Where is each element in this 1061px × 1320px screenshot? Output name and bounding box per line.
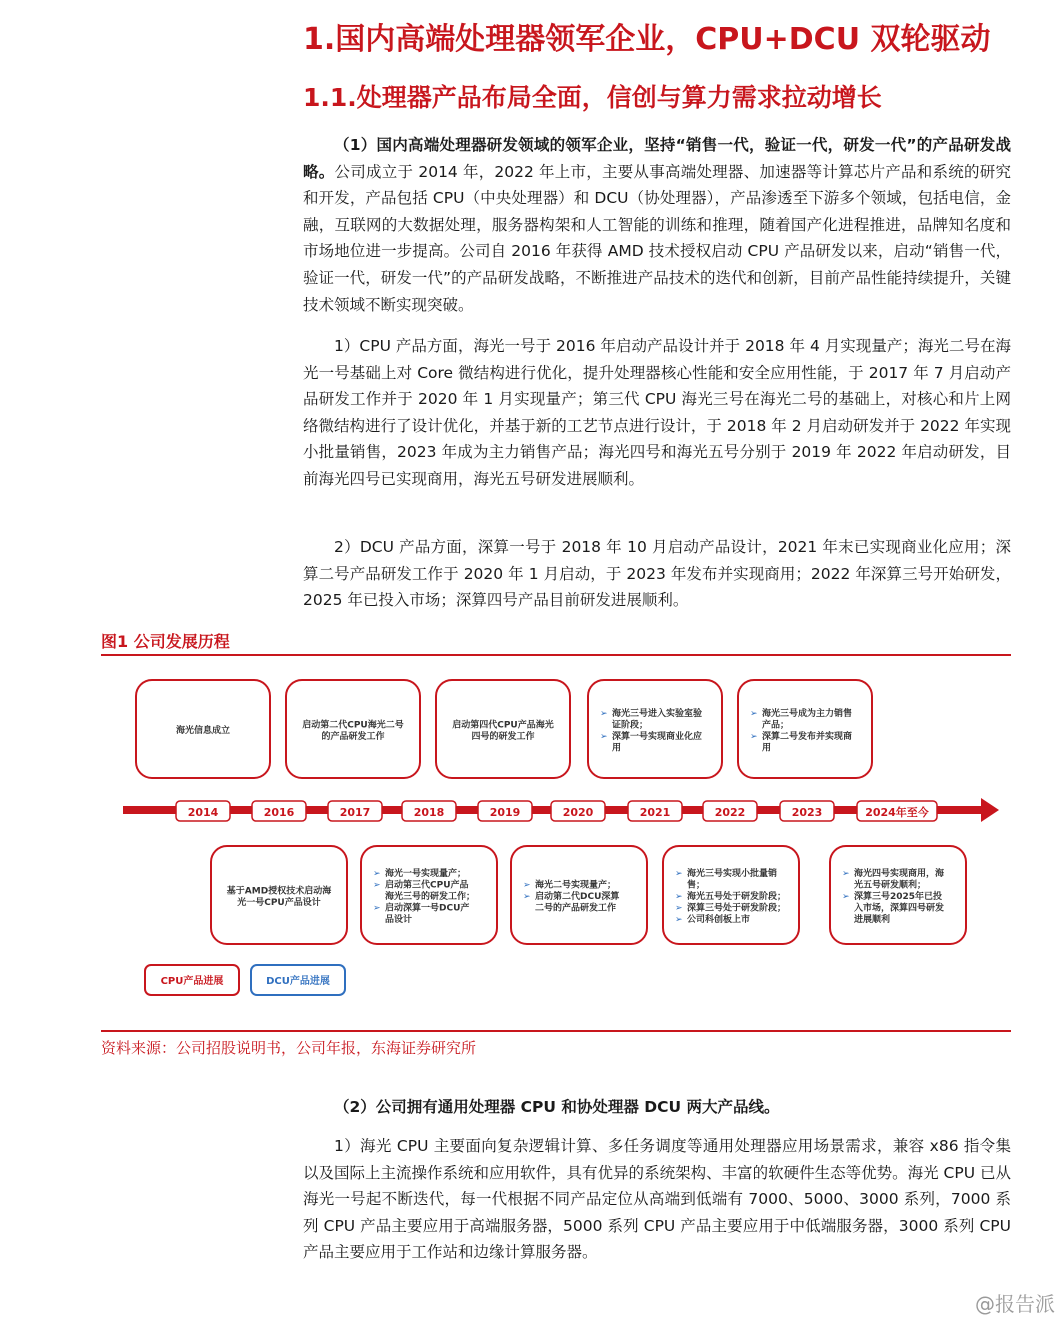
milestone-text: 海光三号的研发工作； (385, 892, 476, 902)
milestone-box-top (738, 680, 872, 778)
bullet-marker: ➢ (523, 880, 531, 891)
bullet-marker: ➢ (842, 869, 850, 879)
milestone-text: 光一号CPU产品设计 (237, 897, 321, 908)
year-label: 2019 (489, 806, 521, 819)
bullet-marker: ➢ (523, 892, 531, 902)
paragraph-1-lead: （1）国内高端处理器研发领域的领军企业，坚持“销售一代，验证一代，研发一代”的产品研发战略。 (303, 136, 1011, 181)
bullet-marker: ➢ (675, 903, 683, 914)
year-label: 2022 (714, 806, 746, 819)
year-label: 2021 (639, 806, 671, 819)
paragraph-4: （2）公司拥有通用处理器 CPU 和协处理器 DCU 两大产品线。 (334, 1098, 780, 1116)
milestone-text: 光五号研发顺利； (854, 880, 927, 891)
milestone-text: 启动深算一号DCU产 (385, 903, 470, 914)
milestone-text: 进展顺利 (854, 915, 891, 925)
milestone-text: 四号的研发工作 (471, 731, 535, 742)
timeline-arrowhead (981, 798, 999, 822)
year-label: 2020 (562, 806, 594, 819)
milestone-text: 基于AMD授权技术启动海 (226, 886, 332, 897)
year-label: 2017 (339, 806, 371, 819)
milestone-text: 海光二号实现量产； (535, 880, 617, 891)
bullet-marker: ➢ (675, 869, 683, 879)
legend-label: CPU产品进展 (160, 976, 224, 987)
milestone-text: 用 (612, 743, 622, 754)
milestone-text: 用 (762, 743, 772, 754)
bullet-marker: ➢ (750, 708, 758, 719)
bullet-marker: ➢ (373, 880, 381, 891)
milestone-text: 证阶段； (612, 720, 649, 731)
milestone-text: 海光三号进入实验室验 (612, 708, 703, 719)
paragraph-1-body: 公司成立于 2014 年，2022 年上市，主要从事高端处理器、加速器等计算芯片产品和系统的研究和开发，产品包括 CPU（中央处理器）和 DCU（协处理器），产品渗透至下游多个领域，包括电信，金融，互联网的大数据处理，服务器构架和人工智能的训练和推理，随着国产化进程推进，品牌知名度和市场地位进一步提高。公司自 2016 年获得 AMD 技术授权启动 CPU 产品研发以来，启动“销售一代，验证一代，研发一代”的产品研发战略，不断推进产品技术的迭代和创新，目前产品性能持续提升，关键技术领域不断实现突破。 (303, 162, 1011, 314)
milestone-text: 品设计 (385, 915, 413, 925)
year-label: 2016 (263, 806, 295, 819)
heading-2: 1.1.处理器产品布局全面，信创与算力需求拉动增长 (303, 83, 882, 112)
milestone-text: 二号的产品研发工作 (535, 903, 617, 914)
year-label: 2014 (187, 806, 219, 819)
source-note: 资料来源：公司招股说明书，公司年报，东海证券研究所 (101, 1039, 477, 1057)
legend-label: DCU产品进展 (266, 976, 330, 987)
figure-bottom-rule (101, 1030, 1011, 1032)
bullet-marker: ➢ (675, 892, 683, 902)
milestone-text: 深算二号发布并实现商 (762, 731, 853, 742)
milestone-text: 海光一号实现量产； (385, 869, 467, 879)
milestone-text: 启动第四代CPU产品海光 (452, 720, 554, 731)
milestone-text: 海光五号处于研发阶段； (687, 892, 787, 902)
milestone-text: 的产品研发工作 (321, 731, 385, 742)
milestone-text: 深算一号实现商业化应 (612, 731, 703, 742)
bullet-marker: ➢ (842, 892, 850, 902)
paragraph-2: 1）CPU 产品方面，海光一号于 2016 年启动产品设计并于 2018 年 4 月实现量产；海光二号在海光一号基础上对 Core 微结构进行优化，提升处理器核心性能和安全应用性能，于 2017 年 7 月启动产品研发工作并于 2020 年 1 月实现量产；第三代 CPU 海光三号在海光二号的基础上，对核心和片上网络微结构进行了设计优化，并基于新的工艺节点进行设计，于 2018 年 2 月启动研发并于 2022 年实现小批量销售，2023 年成为主力销售产品；海光四号和海光五号分别于 2019 年 2022 年启动研发，目前海光四号已实现商用，海光五号研发进展顺利。 (303, 337, 1011, 488)
bullet-marker: ➢ (750, 731, 758, 742)
milestone-text: 海光信息成立 (175, 726, 231, 736)
milestone-text: 入市场，深算四号研发 (854, 903, 945, 914)
heading-1: 1.国内高端处理器领军企业，CPU+DCU 双轮驱动 (303, 22, 991, 57)
milestone-box-top (588, 680, 722, 778)
bullet-marker: ➢ (373, 869, 381, 879)
paragraph-3: 2）DCU 产品方面，深算一号于 2018 年 10 月启动产品设计，2021 年末已实现商业化应用；深算二号产品研发工作于 2020 年 1 月启动，于 2023 年发布并实现商用；2022 年深算三号开始研发，2025 年已投入市场；深算四号产品目前研发进展顺利。 (303, 538, 1011, 610)
figure-top-rule (101, 654, 1011, 656)
milestone-text: 海光三号实现小批量销 (687, 869, 778, 879)
milestone-text: 启动第三代CPU产品 (385, 880, 469, 891)
milestone-text: 售； (687, 880, 706, 891)
milestone-text: 深算三号处于研发阶段； (687, 903, 787, 914)
milestone-text: 海光三号成为主力销售 (762, 708, 853, 719)
timeline-diagram (101, 660, 1011, 1030)
bullet-marker: ➢ (675, 915, 683, 925)
bullet-marker: ➢ (600, 708, 608, 719)
figure-title: 图1 公司发展历程 (101, 632, 230, 651)
year-label: 2018 (413, 806, 445, 819)
year-label: 2024年至今 (865, 806, 929, 819)
year-label: 2023 (791, 806, 823, 819)
milestone-text: 海光四号实现商用，海 (854, 869, 945, 879)
paragraph-1 (303, 132, 1011, 318)
paragraph-5: 1）海光 CPU 主要面向复杂逻辑计算、多任务调度等通用处理器应用场景需求，兼容 x86 指令集以及国际上主流操作系统和应用软件，具有优异的系统架构、丰富的软硬件生态等优势。海光 CPU 已从海光一号起不断迭代，每一代根据不同产品定位从高端到低端有 7000、5000、3000 系列，7000 系列 CPU 产品主要应用于高端服务器，5000 系列 CPU 产品主要应用于中低端服务器，3000 系列 CPU 产品主要应用于工作站和边缘计算服务器。 (303, 1137, 1011, 1262)
milestone-text: 公司科创板上市 (687, 915, 751, 925)
bullet-marker: ➢ (600, 731, 608, 742)
milestone-text: 启动第二代DCU深算 (535, 892, 620, 902)
milestone-text: 深算三号2025年已投 (854, 892, 943, 902)
milestone-text: 启动第二代CPU海光二号 (302, 720, 404, 731)
bullet-marker: ➢ (373, 903, 381, 914)
milestone-text: 产品； (762, 720, 790, 731)
watermark: @报告派 (975, 1292, 1055, 1316)
